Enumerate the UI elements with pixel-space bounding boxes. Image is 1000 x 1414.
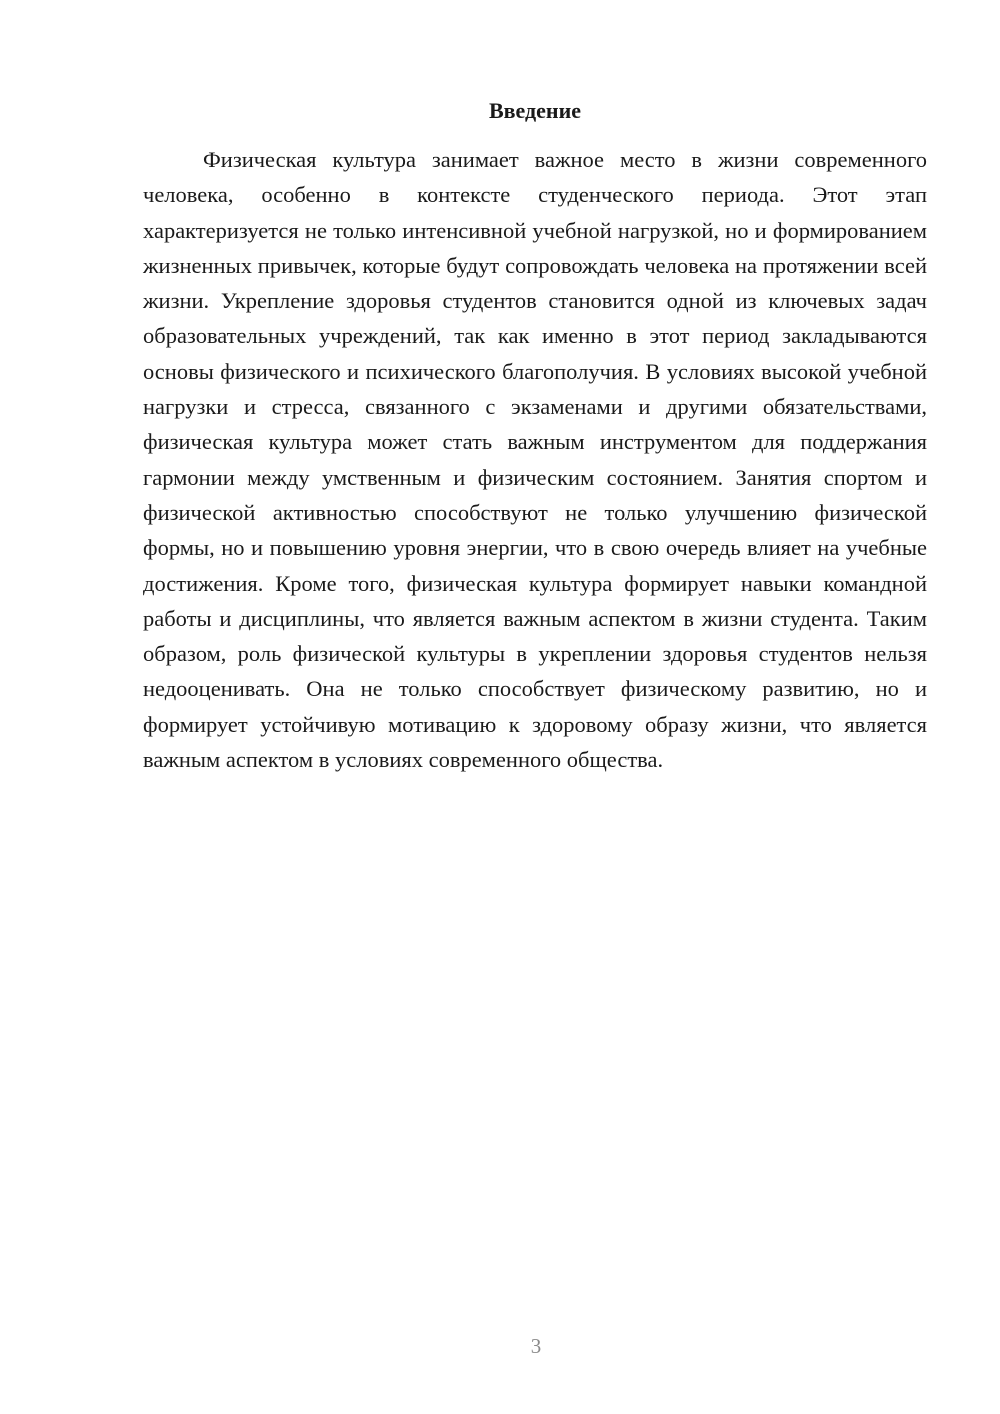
- section-heading: Введение: [488, 98, 582, 123]
- page-number: 3: [530, 1334, 542, 1358]
- body-paragraph: Физическая культура занимает важное место в жизни современного человека, особенно в контексте студенческого периода. Этот этап характеризуется не только интенсивной учебной нагрузкой, но и формированием жизненных привычек, которые будут сопровождать человека на протяжении всей жизни. Укрепление здоровья студентов становится одной из ключевых задач образовательных учреждений, так как именно в этот период закладываются основы физического и психического благополучия. В условиях высокой учебной нагрузки и стресса, связанного с экзаменами и другими обязательствами, физическая культура может стать важным инструментом для поддержания гармонии между умственным и физическим состоянием. Занятия спортом и физической активностью способствуют не только улучшению физической формы, но и повышению уровня энергии, что в свою очередь влияет на учебные достижения. Кроме того, физическая культура формирует навыки командной работы и дисциплины, что является важным аспектом в жизни студента. Таким образом, роль физической культуры в укреплении здоровья студентов нельзя недооценивать. Она не только способствует физическому развитию, но и формирует устойчивую мотивацию к здоровому образу жизни, что является важным аспектом в условиях современного общества.: [143, 147, 927, 773]
